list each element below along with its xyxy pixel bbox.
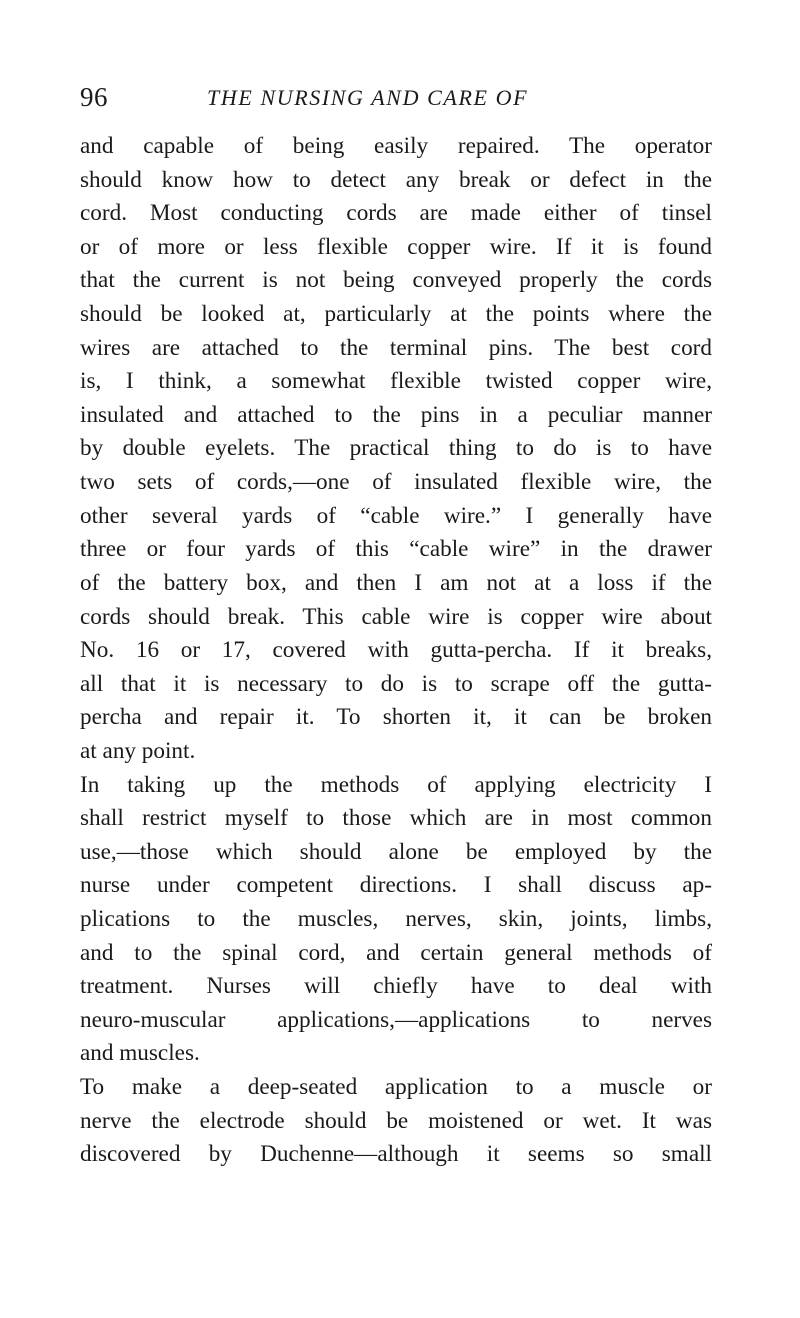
text-line: is, I think, a somewhat flexible twisted copper wire, (80, 368, 712, 395)
text-line: three or four yards of this “cable wire” in the drawer (80, 536, 712, 563)
text-line: should know how to detect any break or defect in the (80, 166, 712, 193)
text-line: by double eyelets. The practical thing to do is to have (80, 435, 712, 462)
text-line: all that it is necessary to do is to scrape off the gutta- (80, 670, 712, 697)
text-line: In taking up the methods of applying electricity I (80, 771, 712, 798)
text-line: or of more or less flexible copper wire. If it is found (80, 233, 712, 260)
text-line: cord. Most conducting cords are made either of tinsel (80, 200, 712, 227)
text-line: nurse under competent directions. I shall discuss ap- (80, 872, 712, 899)
text-line: that the current is not being conveyed properly the cords (80, 267, 712, 294)
text-line: shall restrict myself to those which are in most common (80, 805, 712, 832)
text-line: use,—those which should alone be employed by the (80, 838, 712, 865)
text-line: No. 16 or 17, covered with gutta-percha. If it breaks, (80, 637, 712, 664)
text-line: wires are attached to the terminal pins. The best cord (80, 334, 712, 361)
text-line: plications to the muscles, nerves, skin, joints, limbs, (80, 906, 712, 933)
text-line: and capable of being easily repaired. The operator (80, 133, 712, 159)
body-text (80, 130, 712, 1172)
text-line: discovered by Duchenne—although it seems so small (80, 1141, 712, 1168)
text-line: percha and repair it. To shorten it, it can be broken (80, 704, 712, 731)
text-line: two sets of cords,—one of insulated flexible wire, the (80, 469, 712, 496)
text-line: treatment. Nurses will chiefly have to deal with (80, 973, 712, 1000)
text-line: should be looked at, particularly at the points where the (80, 301, 712, 328)
text-line: cords should break. This cable wire is copper wire about (80, 603, 712, 630)
page-header (80, 82, 720, 112)
text-line: other several yards of “cable wire.” I generally have (80, 502, 712, 529)
text-line-paragraph-end: and muscles. (80, 1040, 200, 1067)
text-line: neuro-muscular applications,—applications to nerves (80, 1006, 712, 1033)
text-line: of the battery box, and then I am not at a loss if the (80, 569, 712, 596)
text-line: nerve the electrode should be moistened or wet. It was (80, 1107, 712, 1134)
page-number: 96 (80, 82, 108, 112)
text-line-paragraph-end: at any point. (80, 737, 196, 764)
text-line: To make a deep-seated application to a muscle or (80, 1074, 712, 1101)
running-head: THE NURSING AND CARE OF (207, 85, 529, 110)
text-line: and to the spinal cord, and certain general methods of (80, 939, 712, 966)
text-line: insulated and attached to the pins in a peculiar manner (80, 401, 712, 428)
